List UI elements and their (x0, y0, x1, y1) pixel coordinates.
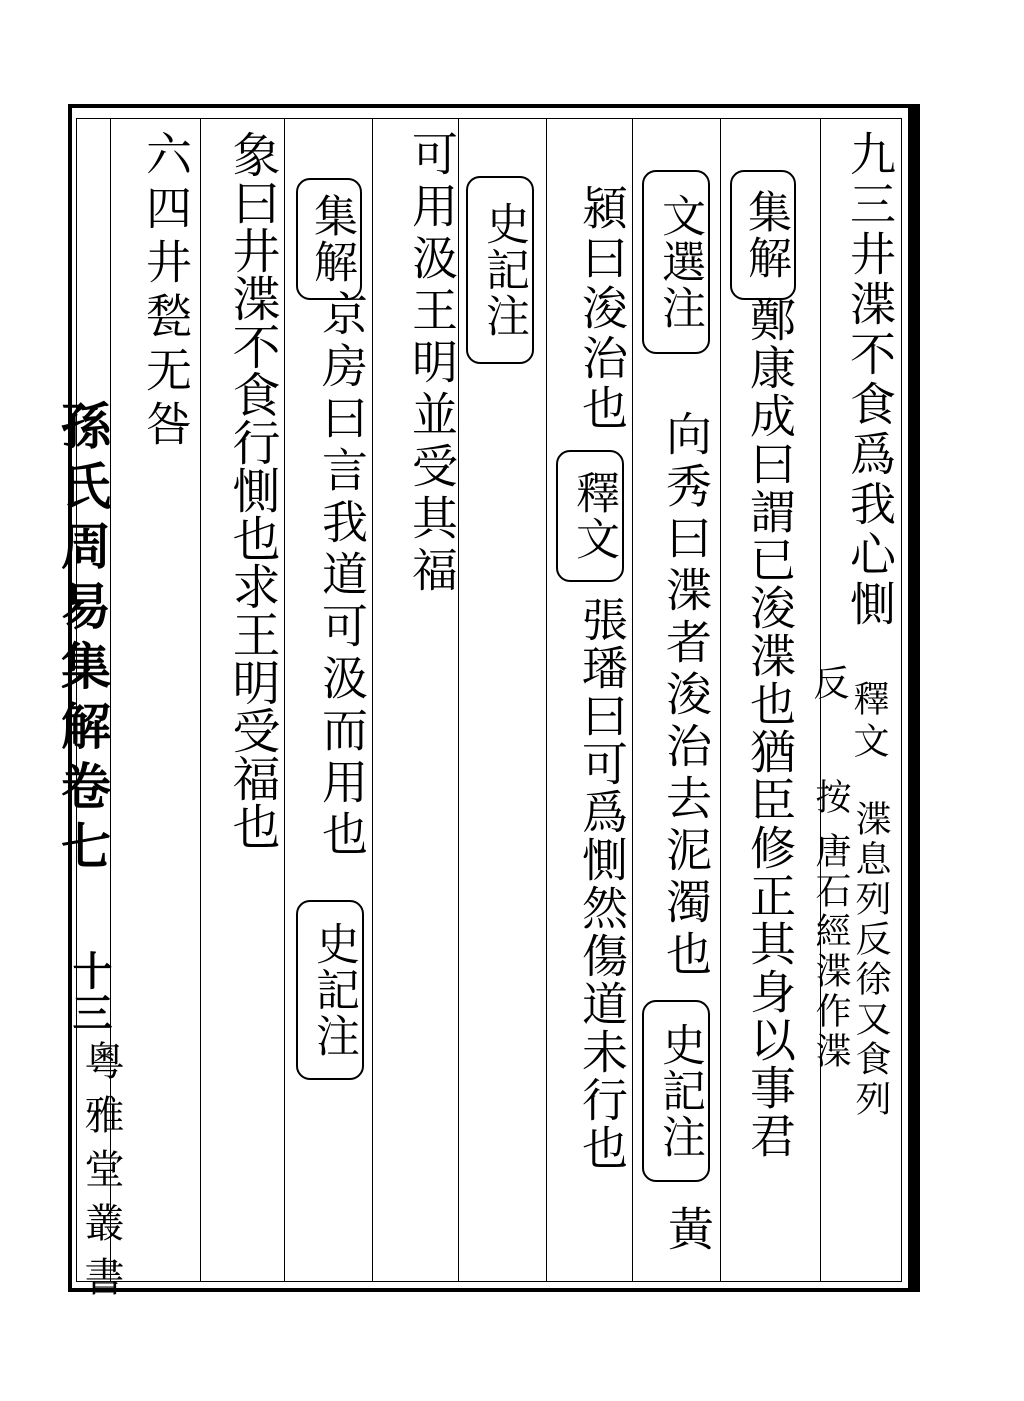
page-number: 十三 (66, 950, 113, 1034)
annotation-box-shiwen: 釋文 (556, 450, 624, 582)
column-4-text-b: 張璠曰可爲惻然傷道未行也 (575, 596, 629, 1172)
column-rule (546, 118, 547, 1282)
column-rule (372, 118, 373, 1282)
book-title: 孫氏周易集解卷七 (53, 400, 112, 880)
column-9-text: 六四井甃无咎 (139, 130, 193, 454)
column-2-text: 鄭康成曰謂已浚渫也猶臣修正其身以事君 (743, 296, 797, 1160)
column-8-text: 象曰井渫不食行惻也求王明受福也 (224, 130, 280, 850)
annotation-box-shiji-3: 史記注 (296, 900, 364, 1080)
column-rule (284, 118, 285, 1282)
column-2-note-a: 按 (810, 778, 851, 820)
column-3-end: 黃 (661, 1205, 715, 1255)
column-7-text: 京房曰言我道可汲而用也 (315, 290, 369, 862)
column-rule (200, 118, 201, 1282)
column-1-note-a: 釋文 (848, 680, 889, 764)
column-6-text: 可用汲王明並受其福 (405, 130, 459, 598)
annotation-box-shiji-1: 史記注 (642, 1000, 710, 1182)
column-3-text: 向秀曰渫者浚治去泥濁也 (659, 410, 713, 982)
column-1-note-c: 反 (808, 664, 849, 706)
column-4-text-a: 潁曰浚治也 (575, 184, 629, 434)
column-1-note-b: 渫息列反徐又食列 (850, 800, 891, 1120)
column-rule (720, 118, 721, 1282)
column-2-note-b: 唐石經渫作渫 (810, 832, 851, 1072)
annotation-box-jijie: 集解 (730, 170, 796, 300)
annotation-box-shiji-2: 史記注 (466, 176, 534, 364)
publisher-name: 粵雅堂叢書 (78, 1040, 124, 1310)
column-1-text: 九三井渫不食爲我心惻 (843, 130, 897, 630)
annotation-box-jijie-2: 集解 (296, 178, 362, 300)
annotation-box-wenxuan: 文選注 (642, 170, 710, 354)
column-rule (632, 118, 633, 1282)
